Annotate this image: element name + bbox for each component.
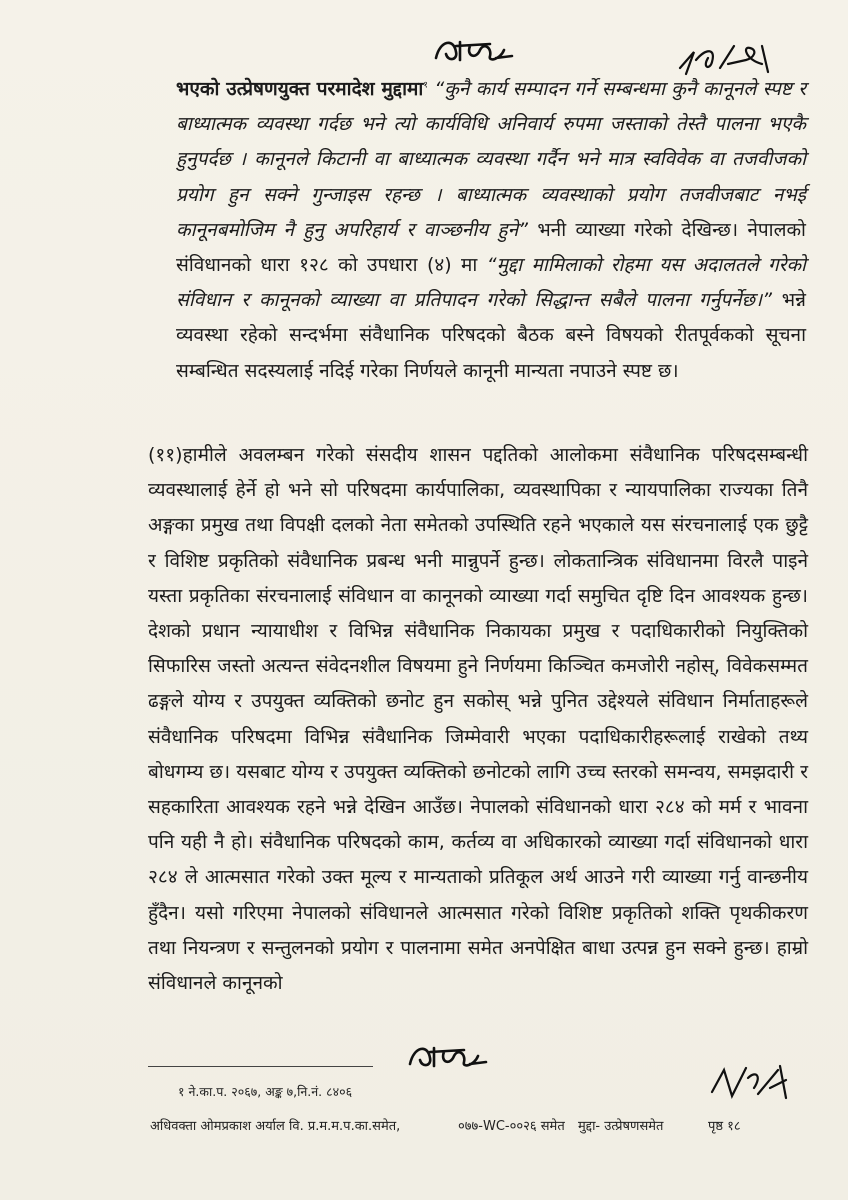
paragraph-1-end: भन्ने व्यवस्था रहेको सन्दर्भमा संवैधानिक परिषदको बैठक बस्ने विषयको रीतपूर्वकको सूचना सम्बन्धित सदस्यलाई नदिई गरेका निर्णयले कानूनी मान्यता नपाउने स्पष्ट छ। <box>176 289 806 382</box>
footer-subject: मुद्दा- उत्प्रेषणसमेत <box>578 1119 664 1134</box>
bottom-right-initials <box>706 1058 796 1106</box>
paragraph-1-mid: भनी व्याख्या गरेको देखिन्छ। नेपालको संविधानको धारा १२८ को उपधारा (४) मा <box>176 218 806 277</box>
paragraph-1 <box>176 72 806 389</box>
page-footer <box>150 1116 810 1134</box>
bottom-signature <box>404 1040 494 1074</box>
footer-page-number: पृष्ठ १८ <box>708 1119 741 1134</box>
paragraph-11 <box>148 438 808 1001</box>
footnote: १ ने.का.प. २०६७, अङ्क ७,नि.नं. ८४०६ <box>178 1084 353 1099</box>
footer-case-number: ०७७-WC-००२६ समेत <box>458 1119 565 1134</box>
quote-1: “कुनै कार्य सम्पादन गर्ने सम्बन्धमा कुनै कानूनले स्पष्ट र बाध्यात्मक व्यवस्था गर्दछ भने त्यो कार्यविधि अनिवार्य रुपमा जस्ताको तेस्तै पालना भएकै हुनुपर्दछ । कानूनले किटानी वा बाध्यात्मक व्यवस्था गर्दैन भने मात्र स्वविवेक वा तजवीजको प्रयोग हुन सक्ने गुन्जाइस रहन्छ । बाध्यात्मक व्यवस्थाको प्रयोग तजवीजबाट नभई कानूनबमोजिम नै हुनु अपरिहार्य र वाञ्छनीय हुने” <box>176 78 807 241</box>
top-signature <box>430 34 520 68</box>
paragraph-11-number: (११) <box>148 444 183 466</box>
footer-parties: अधिवक्ता ओमप्रकाश अर्याल वि. प्र.म.म.प.का.समेत, <box>150 1119 401 1134</box>
paragraph-11-text: हामीले अवलम्बन गरेको संसदीय शासन पद्दतिको आलोकमा संवैधानिक परिषदसम्बन्धी व्यवस्थालाई हेर्ने हो भने सो परिषदमा कार्यपालिका, व्यवस्थापिका र न्यायपालिका राज्यका तिनै अङ्गका प्रमुख तथा विपक्षी दलको नेता समेतको उपस्थिति रहने भएकाले यस संरचनालाई एक छुट्टै र विशिष्ट प्रकृतिको संवैधानिक प्रबन्ध भनी मान्नुपर्ने हुन्छ। लोकतान्त्रिक संविधानमा विरलै पाइने यस्ता प्रकृतिका संरचनालाई संविधान वा कानूनको व्याख्या गर्दा समुचित दृष्टि दिन आवश्यक हुन्छ। देशको प्रधान न्यायाधीश र विभिन्न संवैधानिक निकायका प्रमुख र पदाधिकारीको नियुक्तिको सिफारिस जस्तो अत्यन्त संवेदनशील विषयमा हुने निर्णयमा किञ्चित कमजोरी नहोस्, विवेकसम्मत ढङ्गले योग्य र उपयुक्त व्यक्तिको छनोट हुन सकोस् भन्ने पुनित उद्देश्यले संविधान निर्माताहरूले संवैधानिक परिषदमा विभिन्न संवैधानिक जिम्मेवारी भएका पदाधिकारीहरूलाई राखेको तथ्य बोधगम्य छ। यसबाट योग्य र उपयुक्त व्यक्तिको छनोटको लागि उच्च स्तरको समन्वय, समझदारी र सहकारिता आवश्यक रहने भन्ने देखिन आउँछ। नेपालको संविधानको धारा २८४ को मर्म र भावना पनि यही नै हो। संवैधानिक परिषदको काम, कर्तव्य वा अधिकारको व्याख्या गर्दा संविधानको धारा २८४ ले आत्मसात गरेको उक्त मूल्य र मान्यताको प्रतिकूल अर्थ आउने गरी व्याख्या गर्नु वान्छनीय हुँदैन। यसो गरिएमा नेपालको संविधानले आत्मसात गरेको विशिष्ट प्रकृतिको शक्ति पृथकीकरण तथा नियन्त्रण र सन्तुलनको प्रयोग र पालनामा समेत अनपेक्षित बाधा उत्पन्न हुन सक्ने हुन्छ। हाम्रो संविधानले कानूनको <box>148 444 808 995</box>
footnote-divider <box>148 1066 373 1067</box>
footnote-marker: १ <box>423 80 428 91</box>
quote-2: “मुद्दा मामिलाको रोहमा यस अदालतले गरेको संविधान र कानूनको व्याख्या वा प्रतिपादन गरेको सिद्धान्त सबैले पालना गर्नुपर्नेछ।” <box>176 254 806 312</box>
paragraph-1-lead: भएको उत्प्रेषणयुक्त परमादेश मुद्दामा <box>176 78 424 100</box>
